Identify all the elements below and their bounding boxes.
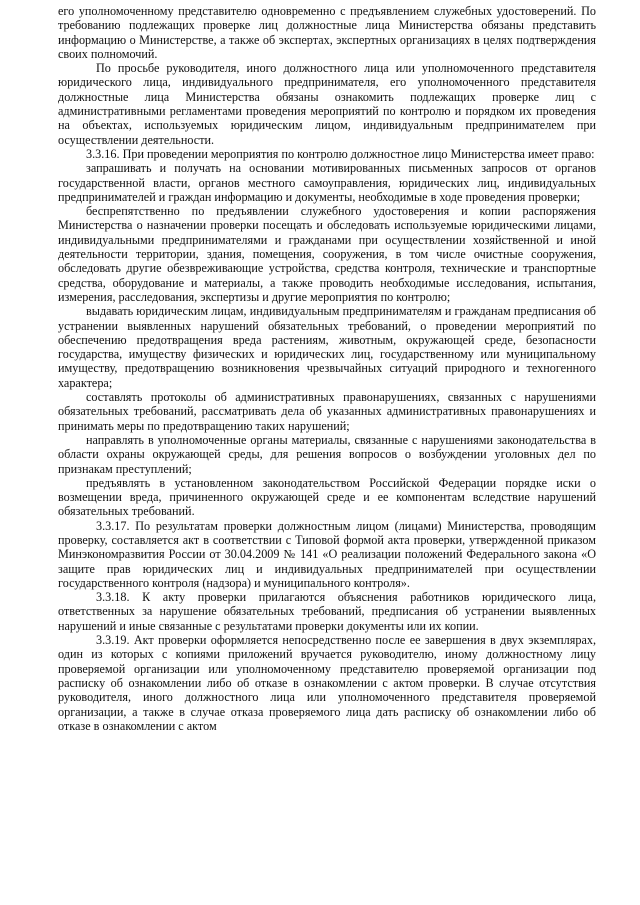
paragraph-3-3-18: 3.3.18. К акту проверки прилагаются объяснения работников юридического лица, ответственных за нарушение обязательных требований, предписания об устранении выявленных нарушений и иные связанные с результатами проверки документы или их копии. <box>58 590 596 633</box>
paragraph-right-lawsuits: предъявлять в установленном законодательством Российской Федерации порядке иски о возмещении вреда, причиненного окружающей среде и ее компонентам вследствие нарушений обязательных требований. <box>58 475 596 519</box>
paragraph-right-orders: выдавать юридическим лицам, индивидуальным предпринимателям и гражданам предписания об устранении выявленных нарушений обязательных требований, о проведении мероприятий по обеспечению предотвращения вреда растениям, животным, окружающей среде, безопасности государства, имуществу физических и юридических лиц, государственному или муниципальному имуществу, предотвращению возникновения чрезвычайных ситуаций природного и техногенного характера; <box>58 304 596 390</box>
paragraph-continuation: его уполномоченному представителю одновременно с предъявлением служебных удостоверений. По требованию подлежащих проверке лиц должностные лица Министерства обязаны представить информацию о Министерстве, а также об экспертах, экспертных организациях в целях подтверждения своих полномочий. <box>58 4 596 61</box>
paragraph-familiarization-request: По просьбе руководителя, иного должностного лица или уполномоченного представителя юридического лица, индивидуального предпринимателя, его уполномоченного представителя должностные лица Министерства обязаны ознакомить подлежащих проверке лиц с административными регламентами проведения мероприятий по контролю и порядком их проведения на объектах, используемых юридическим лицом, индивидуальным предпринимателем при осуществлении деятельности. <box>58 61 596 147</box>
paragraph-right-refer-materials: направлять в уполномоченные органы материалы, связанные с нарушениями законодательства в области охраны окружающей среды, для решения вопросов о возбуждении уголовных дел по признакам преступлений; <box>58 432 596 476</box>
document-page <box>58 4 596 733</box>
paragraph-right-request-info: запрашивать и получать на основании мотивированных письменных запросов от органов государственной власти, органов местного самоуправления, юридических лиц, индивидуальных предпринимателей и граждан информацию и документы, необходимые в ходе проведения проверки; <box>58 161 596 204</box>
paragraph-3-3-17: 3.3.17. По результатам проверки должностным лицом (лицами) Министерства, проводящим проверку, составляется акт в соответствии с Типовой формой акта проверки, утвержденной приказом Минэкономразвития России от 30.04.2009 № 141 «О реализации положений Федерального закона «О защите прав юридических лиц и индивидуальных предпринимателей при осуществлении государственного контроля (надзора) и муниципального контроля». <box>58 518 596 590</box>
paragraph-3-3-19: 3.3.19. Акт проверки оформляется непосредственно после ее завершения в двух экземплярах, один из которых с копиями приложений вручается руководителю, иному должностному лицу проверяемой организации или уполномоченному представителю проверяемой организации под расписку об ознакомлении либо об отказе в ознакомлении с актом проверки. В случае отсутствия руководителя, иного должностного лица или уполномоченного представителя проверяемой организации, а также в случае отказа проверяемого лица дать расписку об ознакомлении либо об отказе в ознакомлении с актом <box>58 633 596 733</box>
paragraph-right-protocols: составлять протоколы об административных правонарушениях, связанных с нарушениями обязательных требований, рассматривать дела об указанных административных правонарушениях и принимать меры по предотвращению таких нарушений; <box>58 390 596 433</box>
paragraph-3-3-16-heading: 3.3.16. При проведении мероприятия по контролю должностное лицо Министерства имеет право: <box>86 146 595 161</box>
paragraph-right-access: беспрепятственно по предъявлении служебного удостоверения и копии распоряжения Министерства о назначении проверки посещать и обследовать используемые юридическими лицами, индивидуальными предпринимателями и гражданами при осуществлении хозяйственной и иной деятельности территории, здания, помещения, сооружения, в том числе очистные сооружения, обследовать другие обезвреживающие устройства, средства контроля, технические и транспортные средства, оборудование и материалы, а также проводить необходимые исследования, испытания, измерения, расследования, экспертизы и другие мероприятия по контролю; <box>58 204 596 304</box>
